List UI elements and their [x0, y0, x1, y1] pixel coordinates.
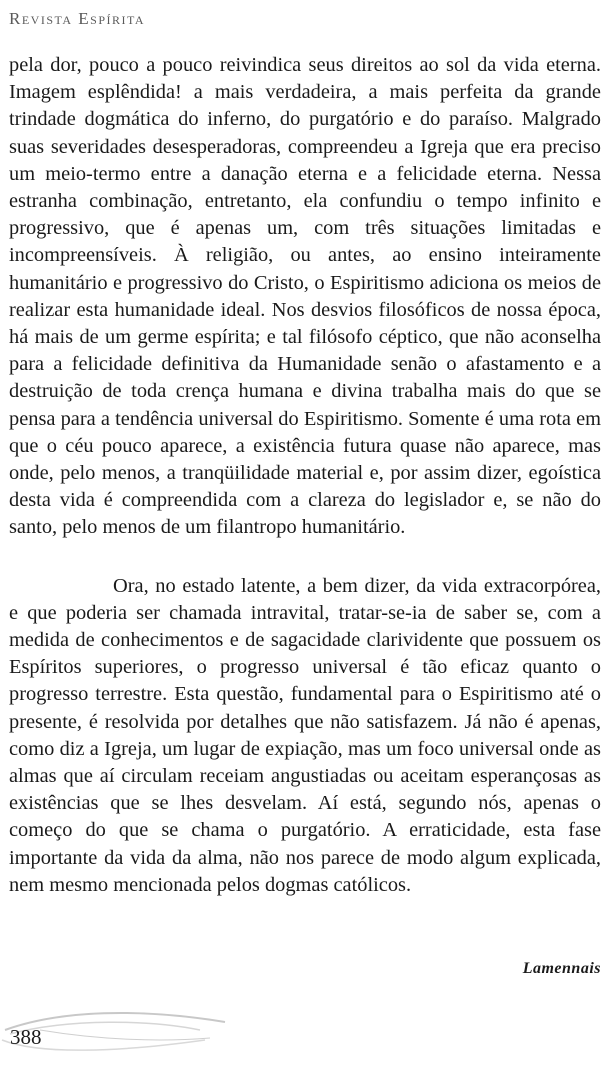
paragraph-1: pela dor, pouco a pouco reivindica seus direitos ao sol da vida eterna. Imagem esplêndida! a mais verdadeira, a mais perfeita da grande trindade dogmática do inferno, do purgatório e do paraíso. Malgrado suas severidades desesperadoras, compreendeu a Igreja que era preciso um meio-termo entre a danação eterna e a felicidade eterna. Nessa estranha combinação, entretanto, ela confundiu o tempo infinito e progressivo, que é apenas um, com três situações limitadas e incompreensíveis. À religião, ou antes, ao ensino inteiramente humanitário e progressivo do Cristo, o Espiritismo adiciona os meios de realizar esta humanidade ideal. Nos desvios filosóficos de nossa época, há mais de um germe espírita; e tal filósofo céptico, que não aconselha para a felicidade definitiva da Humanidade senão o afastamento e a destruição de toda crença humana e divina trabalha mais do que se pensa para a tendência universal do Espiritismo. Somente é uma rota em que o céu pouco aparece, a existência futura quase não aparece, mas onde, pelo menos, a tranqüilidade material e, por assim dizer, egoística desta vida é compreendida com a clareza do legislador e, se não do santo, pelo menos de um filantropo humanitário. [9, 54, 601, 539]
paragraph-2: Ora, no estado latente, a bem dizer, da vida extracorpórea, e que poderia ser chamada intravital, tratar-se-ia de saber se, com a medida de conhecimentos e de sagacidade clarividente que possuem os Espíritos superiores, o progresso universal é tão eficaz quanto o progresso terrestre. Esta questão, fundamental para o Espiritismo até o presente, é resolvida por detalhes que não satisfazem. Já não é apenas, como diz a Igreja, um lugar de expiação, mas um foco universal onde as almas que aí circulam receiam angustiadas ou aceitam esperançosas as existências que se lhes desvelam. Aí está, segundo nós, apenas o começo do que se chama o purgatório. A erraticidade, esta fase importante da vida da alma, não nos parece de modo algum explicada, nem mesmo mencionada pelos dogmas católicos. [9, 574, 601, 896]
article-body [9, 52, 601, 899]
author-signature: Lamennais [522, 960, 601, 977]
running-head: Revista Espírita [9, 9, 146, 28]
page-number: 388 [10, 1025, 42, 1049]
